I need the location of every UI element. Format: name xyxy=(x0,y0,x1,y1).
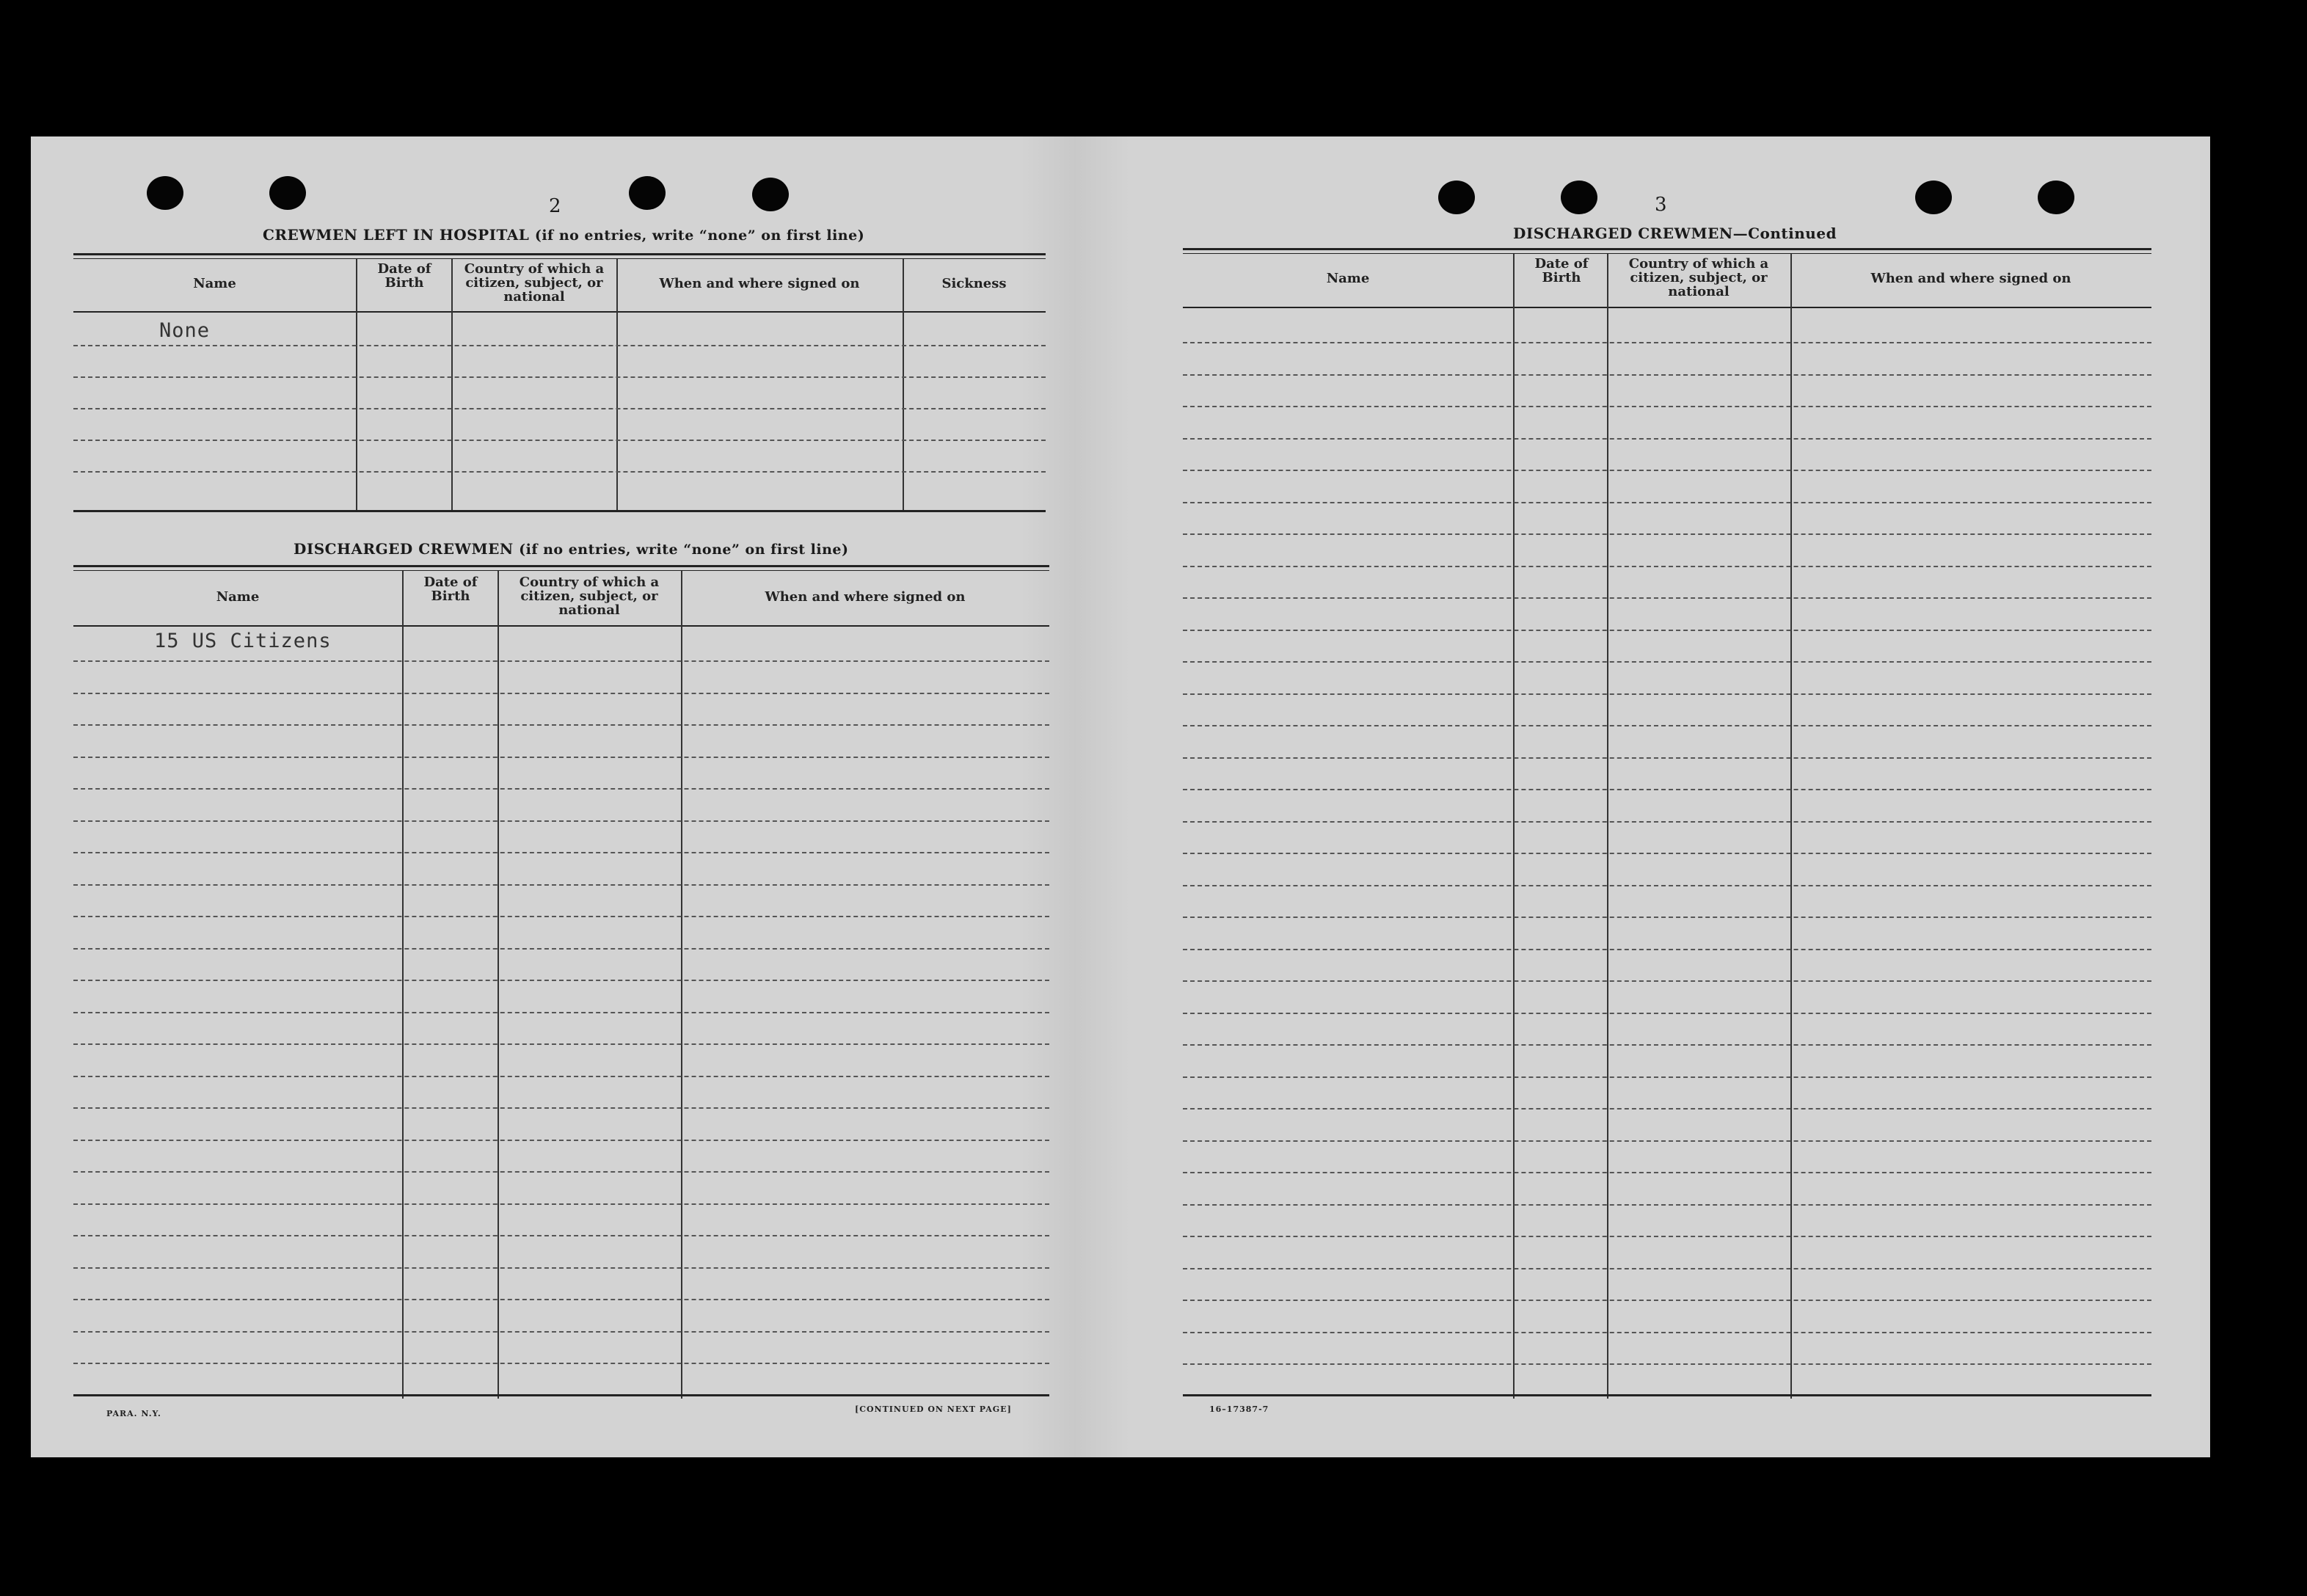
ruled-line xyxy=(73,724,1049,726)
ruled-line xyxy=(73,1012,1049,1013)
discharged-title-text: DISCHARGED CREWMEN xyxy=(294,540,514,558)
ruled-line xyxy=(1183,1172,2151,1173)
ruled-line xyxy=(1183,821,2151,823)
punch-hole xyxy=(752,178,789,211)
ruled-line xyxy=(1183,630,2151,631)
ruled-line xyxy=(1183,533,2151,535)
ruled-line xyxy=(73,1299,1049,1300)
discharged-title-note: (if no entries, write “none” on first line) xyxy=(519,542,849,558)
ruled-line xyxy=(73,1363,1049,1364)
punch-hole xyxy=(1915,181,1952,214)
hospital-header-sickness: Sickness xyxy=(941,276,1007,291)
ruled-line xyxy=(73,1171,1049,1173)
ruled-line xyxy=(1183,1332,2151,1333)
hospital-table xyxy=(73,253,1046,514)
punch-hole xyxy=(147,176,183,210)
ruled-line xyxy=(1183,438,2151,440)
hospital-entry: None xyxy=(159,319,211,342)
ruled-line xyxy=(1183,597,2151,599)
ruled-line xyxy=(1183,1013,2151,1014)
ruled-line xyxy=(1183,757,2151,759)
hospital-header-country: Country of which a citizen, subject, or national xyxy=(464,261,605,305)
ruled-line xyxy=(1183,566,2151,567)
discharged-header-dob: Date of Birth xyxy=(423,575,478,604)
ruled-line xyxy=(73,1107,1049,1109)
ruled-line xyxy=(73,820,1049,822)
hospital-section-title xyxy=(263,226,864,244)
ruled-line xyxy=(73,1331,1049,1333)
ruled-line xyxy=(1183,980,2151,982)
ruled-line xyxy=(1183,1076,2151,1078)
ruled-line xyxy=(73,980,1049,981)
continued-header-country: Country of which a citizen, subject, or national xyxy=(1628,256,1769,299)
ruled-line xyxy=(73,1267,1049,1269)
discharged-entry: 15 US Citizens xyxy=(154,630,332,652)
ruled-line xyxy=(1183,693,2151,695)
ruled-line xyxy=(73,660,1049,662)
ruled-line xyxy=(1183,342,2151,343)
ruled-line xyxy=(1183,917,2151,918)
ruled-line xyxy=(1183,1300,2151,1301)
ruled-line xyxy=(1183,1236,2151,1237)
ruled-line xyxy=(1183,789,2151,790)
ruled-line xyxy=(73,1043,1049,1045)
continued-section-title: DISCHARGED CREWMEN—Continued xyxy=(1513,225,1837,242)
footer-printer-mark: PARA. N.Y. xyxy=(106,1409,161,1418)
punch-hole xyxy=(269,176,306,210)
discharged-header-signed-on: When and where signed on xyxy=(765,589,966,605)
ruled-line xyxy=(1183,725,2151,726)
ruled-line xyxy=(73,852,1049,853)
ruled-line xyxy=(73,693,1049,694)
hospital-header-dob: Date of Birth xyxy=(377,261,431,291)
ruled-line xyxy=(73,1203,1049,1205)
ruled-line xyxy=(73,788,1049,790)
hospital-title-text: CREWMEN LEFT IN HOSPITAL xyxy=(263,226,530,244)
ruled-line xyxy=(1183,1204,2151,1206)
ruled-line xyxy=(1183,470,2151,471)
discharged-header-country: Country of which a citizen, subject, or national xyxy=(519,575,660,618)
hospital-title-note: (if no entries, write “none” on first line) xyxy=(534,227,865,244)
ruled-line xyxy=(1183,949,2151,950)
punch-hole xyxy=(1438,181,1475,214)
hospital-header-name: Name xyxy=(193,276,236,291)
ruled-line xyxy=(1183,661,2151,663)
ruled-line xyxy=(73,884,1049,886)
ruled-line xyxy=(73,757,1049,758)
hospital-header-signed-on: When and where signed on xyxy=(659,276,860,291)
ruled-line xyxy=(1183,885,2151,886)
ruled-line xyxy=(1183,374,2151,376)
ruled-line xyxy=(73,948,1049,950)
footer-continued-note: [CONTINUED ON NEXT PAGE] xyxy=(855,1404,1012,1414)
ruled-line xyxy=(1183,1044,2151,1046)
ruled-line xyxy=(73,1235,1049,1236)
footer-form-number: 16–17387-7 xyxy=(1209,1404,1269,1414)
continued-header-name: Name xyxy=(1326,271,1370,286)
discharged-table xyxy=(73,565,1049,1398)
ruled-line xyxy=(73,1140,1049,1141)
ruled-line xyxy=(73,916,1049,917)
ruled-line xyxy=(73,1076,1049,1077)
ruled-line xyxy=(1183,406,2151,407)
discharged-section-title xyxy=(294,540,848,558)
punch-hole xyxy=(629,176,666,210)
ruled-line xyxy=(1183,1363,2151,1365)
discharged-header-name: Name xyxy=(216,589,260,605)
ruled-line xyxy=(1183,853,2151,854)
punch-hole xyxy=(2038,181,2074,214)
ruled-line xyxy=(1183,1108,2151,1109)
ruled-line xyxy=(1183,1268,2151,1269)
ruled-line xyxy=(1183,502,2151,503)
page-number-right: 3 xyxy=(1655,194,1667,216)
continued-table xyxy=(1183,248,2151,1398)
continued-header-signed-on: When and where signed on xyxy=(1870,271,2071,286)
punch-hole xyxy=(1561,181,1597,214)
ruled-line xyxy=(1183,1140,2151,1142)
continued-header-dob: Date of Birth xyxy=(1534,256,1589,285)
page-number-left: 2 xyxy=(549,195,561,217)
